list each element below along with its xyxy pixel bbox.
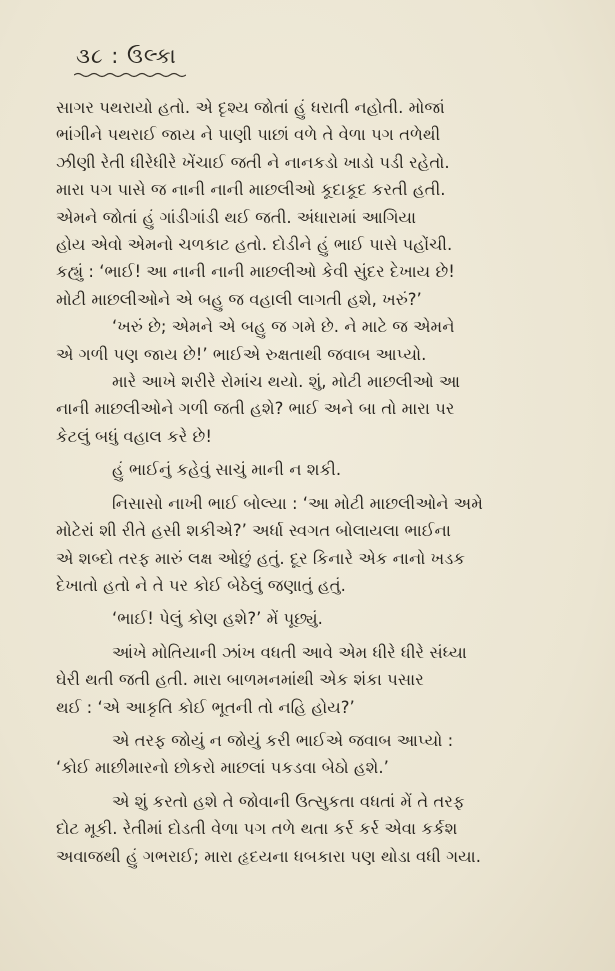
text-line: એ ગળી પણ જાય છે!’ ભાઈએ રુક્ષતાથી જવાબ આપ્યો. bbox=[56, 344, 427, 364]
text-line: કેટલું બધું વહાલ કરે છે! bbox=[56, 426, 212, 446]
text-line: ઘેરી થતી જતી હતી. મારા બાળમનમાંથી એક શંકા પસાર bbox=[56, 670, 424, 690]
text-line: હોય એવો એમનો ચળકાટ હતો. દોડીને હું ભાઈ પાસે પહોંચી. bbox=[56, 235, 453, 255]
text-line: એ શું કરતો હશે તે જોવાની ઉત્સુકતા વધતાં મેં તે તરફ bbox=[112, 791, 465, 811]
page-header: ૩૮ : ઉલ્કા bbox=[76, 44, 177, 68]
text-line: નાની માછલીઓને ગળી જતી હશે? ભાઈ અને બા તો મારા પર bbox=[56, 399, 455, 419]
body-text bbox=[56, 94, 576, 870]
text-line: અવાજથી હું ગભરાઈ; મારા હૃદયના ધબકારા પણ થોડા વધી ગયા. bbox=[56, 846, 481, 866]
text-line: દેખાતો હતો ને તે પર કોઈ બેઠેલું જણાતું હતું. bbox=[56, 575, 346, 595]
text-line: ‘કોઈ માછીમારનો છોકરો માછલાં પકડવા બેઠો હશે.’ bbox=[56, 758, 389, 778]
text-line: એ તરફ જોયું ન જોયું કરી ભાઈએ જવાબ આપ્યો : bbox=[112, 730, 454, 750]
text-line: ‘ખરું છે; એમને એ બહુ જ ગમે છે. ને માટે જ એમને bbox=[112, 317, 455, 337]
text-line: એ શબ્દો તરફ મારું લક્ષ ઓછું હતું. દૂર કિનારે એક નાનો ખડક bbox=[56, 548, 465, 568]
text-line: ભાંગીને પથરાઈ જાય ને પાણી પાછાં વળે તે વેળા પગ તળેથી bbox=[56, 125, 441, 145]
text-line: ‘ભાઈ! પેલું કોણ હશે?’ મેં પૂછ્યું. bbox=[112, 609, 323, 629]
text-line: મોટી માછલીઓને એ બહુ જ વહાલી લાગતી હશે, ખરું?’ bbox=[56, 289, 422, 309]
text-line: સાગર પથરાયો હતો. એ દૃશ્ય જોતાં હું ધરાતી નહોતી. મોજાં bbox=[56, 98, 445, 117]
text-line: મારે આખે શરીરે રોમાંચ થયો. શું, મોટી માછલીઓ આ bbox=[112, 372, 460, 392]
text-line: દોટ મૂકી. રેતીમાં દોડતી વેળા પગ તળે થતા કર્ર કર્ર એવા કર્કશ bbox=[56, 819, 458, 839]
text-line: આંખે મોતિયાની ઝાંખ વધતી આવે એમ ધીરે ધીરે સંધ્યા bbox=[112, 642, 467, 662]
header-ornament-rule bbox=[74, 72, 186, 78]
text-line: થઈ : ‘એ આકૃતિ કોઈ ભૂતની તો નહિ હોય?’ bbox=[56, 697, 355, 717]
text-line: ઝીણી રેતી ધીરેધીરે ખેંચાઈ જતી ને નાનકડો ખાડો પડી રહેતો. bbox=[56, 152, 450, 172]
text-line: નિસાસો નાખી ભાઈ બોલ્યા : ‘આ મોટી માછલીઓને અમે bbox=[112, 493, 483, 513]
text-line: મારા પગ પાસે જ નાની નાની માછલીઓ કૂદાકૂદ કરતી હતી. bbox=[56, 180, 446, 200]
text-line: મોટેરાં શી રીતે હસી શકીએ?’ અર્ધા સ્વગત બોલાયલા ભાઈના bbox=[56, 521, 451, 541]
text-line: એમને જોતાં હું ગાંડીગાંડી થઈ જતી. અંધારામાં આગિયા bbox=[56, 207, 417, 227]
text-line: હું ભાઈનું કહેવું સાચું માની ન શકી. bbox=[112, 460, 342, 480]
text-line: કહ્યું : ‘ભાઈ! આ નાની નાની માછલીઓ કેવી સુંદર દેખાય છે! bbox=[56, 262, 455, 282]
